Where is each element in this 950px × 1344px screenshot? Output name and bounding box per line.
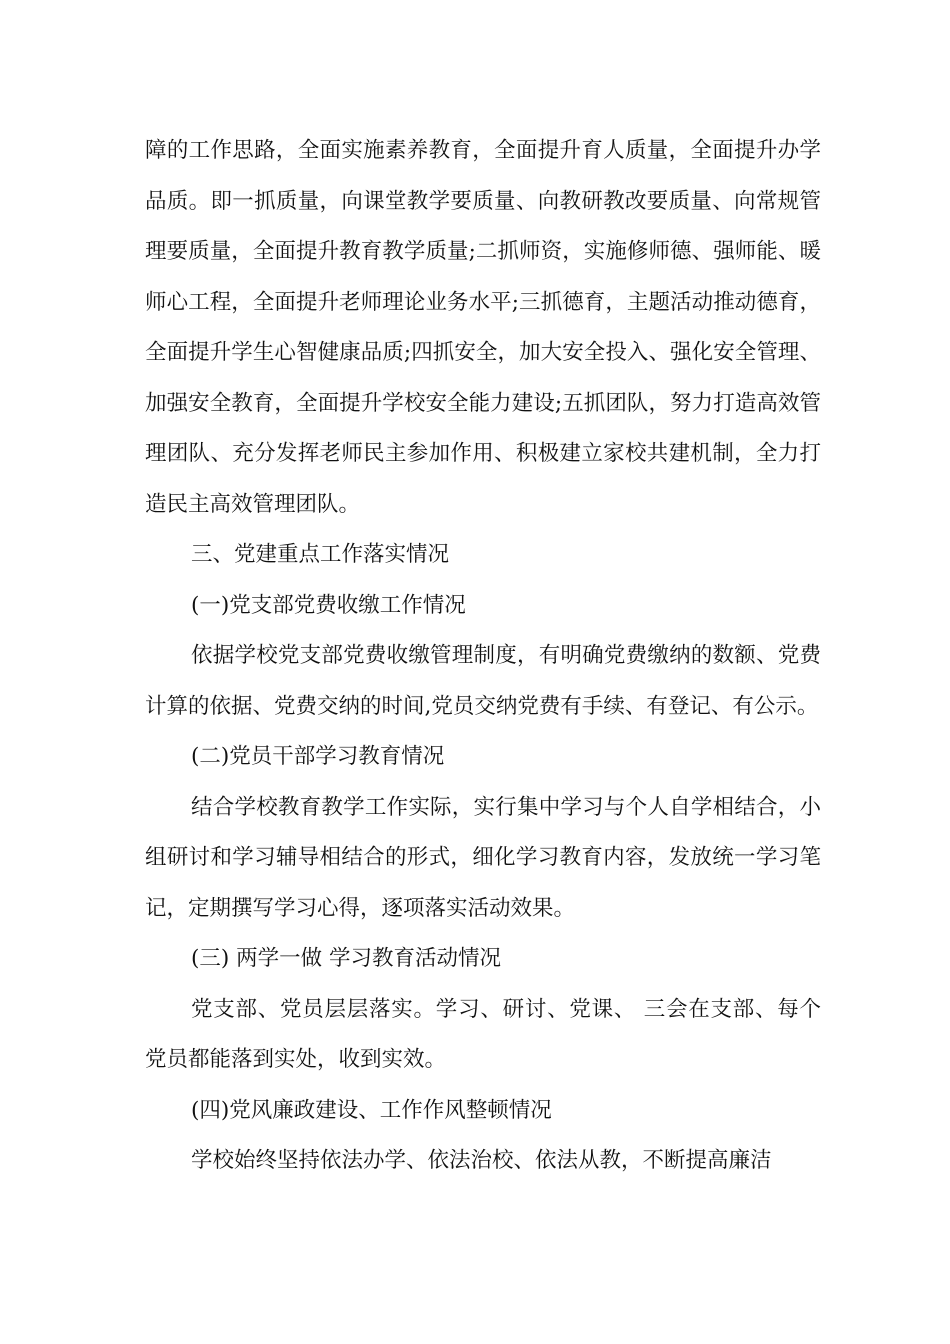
paragraph-work-approach: 障的工作思路，全面实施素养教育，全面提升育人质量，全面提升办学品质。即一抓质量，向课堂教学要质量、向教研教改要质量、向常规管理要质量，全面提升教育教学质量;二抓师资，实施修师德、强师能、暖师心工程，全面提升老师理论业务水平;三抓德育，主题活动推动德育，全面提升学生心智健康品质;四抓安全，加大安全投入、强化安全管理、加强安全教育，全面提升学校安全能力建设;五抓团队，努力打造高效管理团队、充分发挥老师民主参加作用、积极建立家校共建机制，全力打造民主高效管理团队。 <box>145 138 821 517</box>
subheading-cadre-study: (二)党员干部学习教育情况 <box>191 744 445 769</box>
paragraph-integrity: 学校始终坚持依法办学、依法治校、依法从教，不断提高廉洁 <box>191 1148 772 1173</box>
subheading-integrity: (四)党风廉政建设、工作作风整顿情况 <box>191 1097 552 1123</box>
paragraph-party-dues: 依据学校党支部党费收缴管理制度，有明确党费缴纳的数额、党费计算的依据、党费交纳的时间,党员交纳党费有手续、有登记、有公示。 <box>145 643 821 719</box>
subheading-two-studies: (三) 两学一做 学习教育活动情况 <box>191 946 501 971</box>
section-heading-party-building: 三、党建重点工作落实情况 <box>191 542 450 567</box>
paragraph-two-studies: 党支部、党员层层落实。学习、研讨、党课、 三会在支部、每个党员都能落到实处，收到实效。 <box>145 996 821 1072</box>
paragraph-cadre-study: 结合学校教育教学工作实际，实行集中学习与个人自学相结合，小组研讨和学习辅导相结合的形式，细化学习教育内容，发放统一学习笔记，定期撰写学习心得，逐项落实活动效果。 <box>145 794 821 921</box>
subheading-party-dues: (一)党支部党费收缴工作情况 <box>191 592 466 618</box>
document-body <box>145 126 821 1187</box>
